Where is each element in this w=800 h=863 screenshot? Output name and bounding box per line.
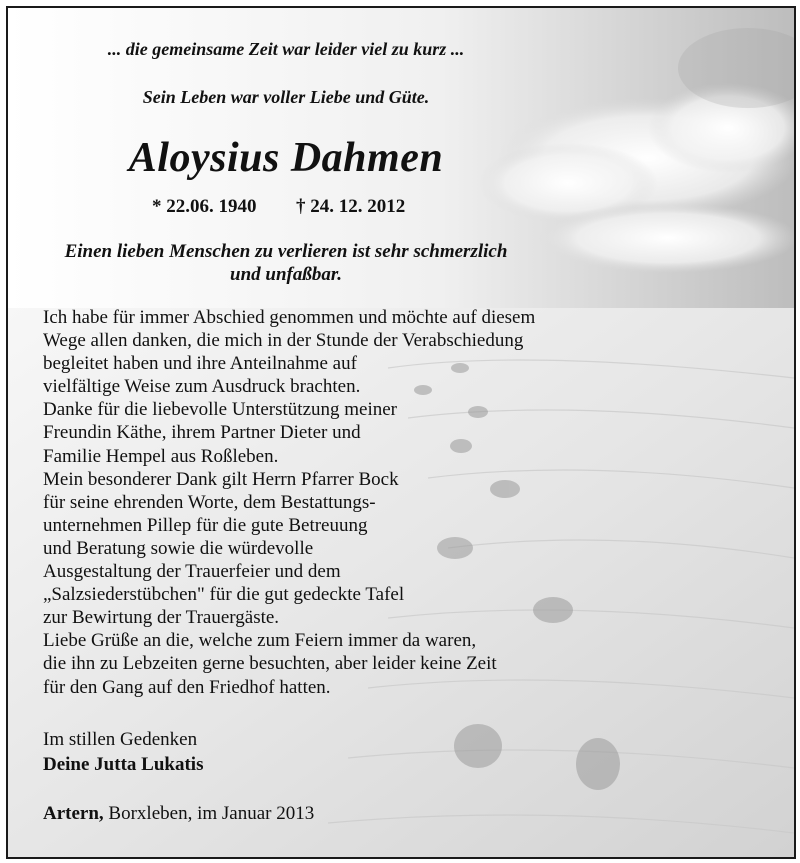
text-line: Danke für die liebevolle Unterstützung meiner	[43, 399, 398, 421]
obituary-card	[6, 6, 796, 859]
text-line: für den Gang auf den Friedhof hatten.	[43, 676, 331, 698]
paragraph-2	[43, 398, 535, 467]
place-date-rest: Borxleben, im Januar 2013	[103, 803, 315, 824]
paragraph-1	[43, 306, 535, 398]
paragraph-4	[43, 629, 535, 698]
text-line: vielfältige Weise zum Ausdruck brachten.	[43, 376, 361, 398]
deceased-name: Aloysius Dahmen	[128, 135, 444, 181]
text-line: die ihn zu Lebzeiten gerne besuchten, aber leider keine Zeit	[43, 653, 497, 675]
text-line: und Beratung sowie die würdevolle	[43, 537, 314, 559]
text-line: Ich habe für immer Abschied genommen und möchte auf diesem	[43, 307, 536, 328]
text-line: für seine ehrenden Worte, dem Bestattungs-	[43, 491, 376, 513]
text-line: zur Bewirtung der Trauergäste.	[43, 607, 280, 629]
text-line: Wege allen danken, die mich in der Stunde der Verabschiedung	[43, 330, 524, 352]
motto-line-2: Sein Leben war voller Liebe und Güte.	[142, 87, 430, 107]
obituary-content	[8, 8, 794, 857]
quote-line-1: Einen lieben Menschen zu verlieren ist sehr schmerzlich	[64, 241, 508, 262]
text-line: Ausgestaltung der Trauerfeier und dem	[43, 561, 341, 583]
thanks-text	[43, 306, 535, 699]
closing-phrase: Im stillen Gedenken	[43, 729, 198, 750]
text-line: Liebe Grüße an die, welche zum Feiern immer da waren,	[43, 630, 477, 652]
text-line: begleitet haben und ihre Anteilnahme auf	[43, 353, 357, 375]
quote-line-2: und unfaßbar.	[230, 264, 342, 285]
place-and-date	[43, 803, 314, 825]
place-name: Artern,	[43, 803, 104, 824]
birth-date: * 22.06. 1940	[152, 196, 257, 217]
motto-line-1: ... die gemeinsame Zeit war leider viel zu kurz ...	[107, 39, 465, 59]
death-date: † 24. 12. 2012	[296, 196, 406, 217]
text-line: Freundin Käthe, ihrem Partner Dieter und	[43, 422, 361, 444]
paragraph-3	[43, 468, 535, 630]
text-line: unternehmen Pillep für die gute Betreuung	[43, 514, 368, 536]
text-line: „Salzsiederstübchen" für die gut gedeckte Tafel	[43, 584, 405, 606]
text-line: Familie Hempel aus Roßleben.	[43, 445, 279, 467]
signature: Deine Jutta Lukatis	[43, 754, 204, 775]
text-line: Mein besonderer Dank gilt Herrn Pfarrer Bock	[43, 468, 399, 490]
